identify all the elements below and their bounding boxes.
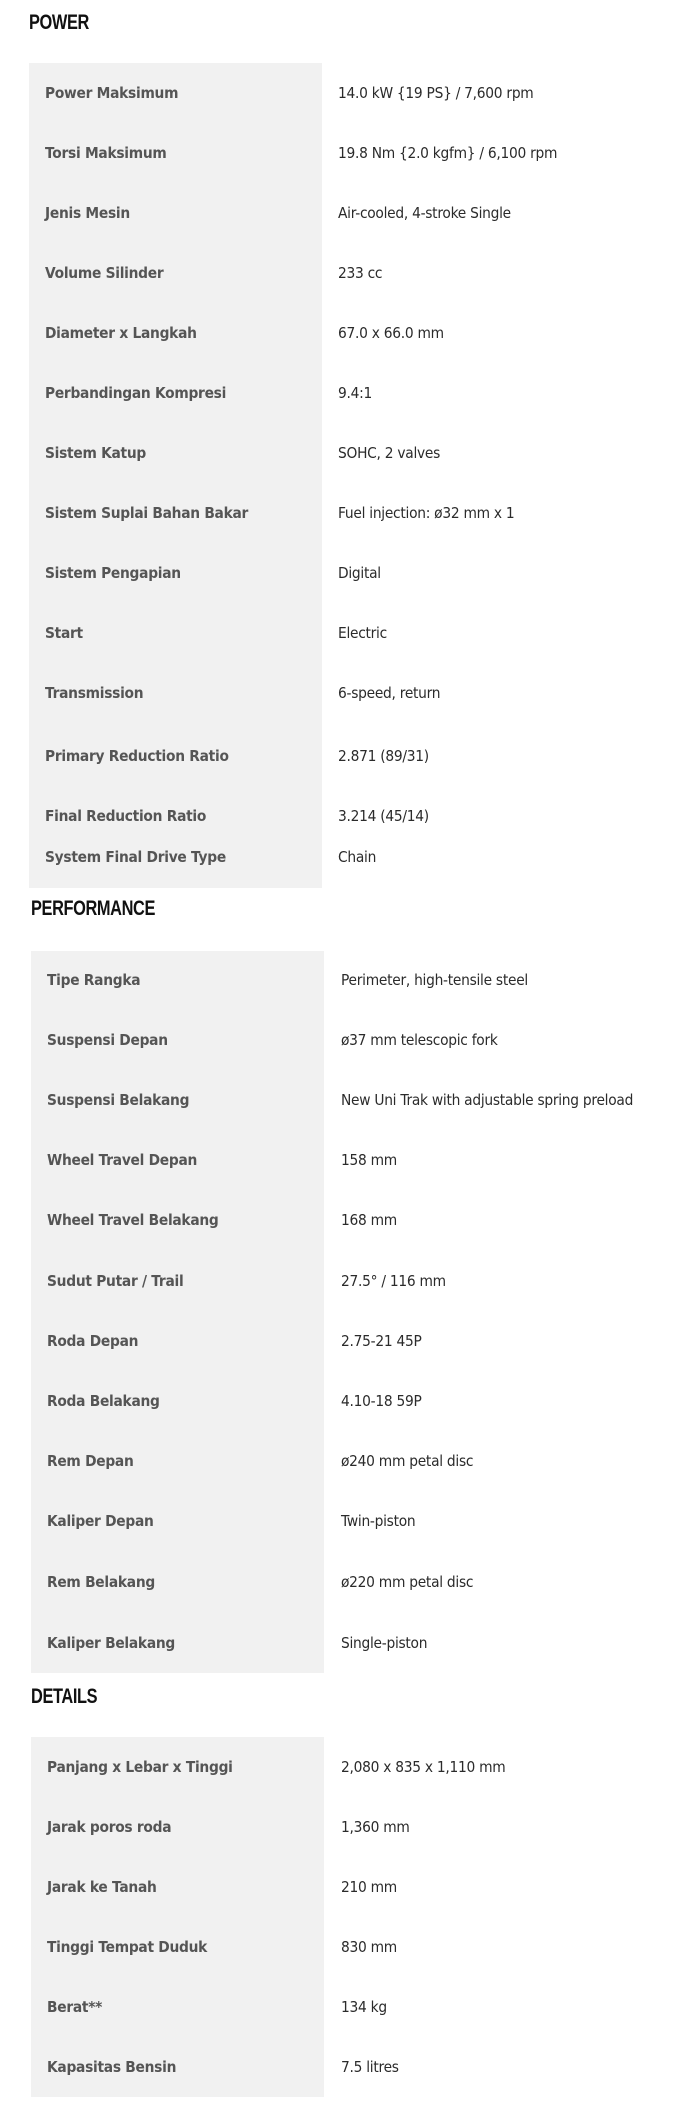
spec-label: Transmission <box>45 684 144 702</box>
spec-label: Kaliper Belakang <box>47 1634 176 1652</box>
spec-value: 2.75-21 45P <box>341 1332 422 1350</box>
table-row <box>0 2058 678 2091</box>
table-row <box>0 1758 678 1791</box>
section-title-details: DETAILS <box>31 1685 98 1708</box>
spec-value: Perimeter, high-tensile steel <box>341 971 528 989</box>
spec-value: Fuel injection: ø32 mm x 1 <box>338 504 515 522</box>
table-row <box>0 384 678 417</box>
table-row <box>0 1151 678 1184</box>
spec-label: Start <box>45 624 83 642</box>
table-row <box>0 1272 678 1305</box>
spec-value: 14.0 kW {19 PS} / 7,600 rpm <box>338 84 534 102</box>
spec-label: Suspensi Belakang <box>47 1091 190 1109</box>
spec-label: Diameter x Langkah <box>45 324 197 342</box>
spec-value: 4.10-18 59P <box>341 1392 422 1410</box>
spec-value: 830 mm <box>341 1938 397 1956</box>
spec-value: 158 mm <box>341 1151 397 1169</box>
spec-value: 2,080 x 835 x 1,110 mm <box>341 1758 506 1776</box>
table-row <box>0 1091 678 1124</box>
spec-value: ø240 mm petal disc <box>341 1452 474 1470</box>
spec-label: Sudut Putar / Trail <box>47 1272 184 1290</box>
details-label-column <box>31 1737 324 2097</box>
table-row <box>0 1031 678 1064</box>
table-row <box>0 1878 678 1911</box>
table-row <box>0 807 678 840</box>
table-row <box>0 1634 678 1667</box>
spec-label: Volume Silinder <box>45 264 164 282</box>
spec-value: SOHC, 2 valves <box>338 444 441 462</box>
spec-label: Berat** <box>47 1998 103 2016</box>
spec-label: Panjang x Lebar x Tinggi <box>47 1758 233 1776</box>
spec-label: Sistem Pengapian <box>45 564 181 582</box>
spec-value: 168 mm <box>341 1211 397 1229</box>
spec-label: Roda Belakang <box>47 1392 160 1410</box>
spec-value: 233 cc <box>338 264 383 282</box>
spec-value: 27.5° / 116 mm <box>341 1272 446 1290</box>
spec-label: Rem Depan <box>47 1452 134 1470</box>
spec-value: 6-speed, return <box>338 684 441 702</box>
table-row <box>0 848 678 881</box>
spec-value: Electric <box>338 624 387 642</box>
spec-label: Tinggi Tempat Duduk <box>47 1938 208 1956</box>
table-row <box>0 1392 678 1425</box>
spec-value: New Uni Trak with adjustable spring preload <box>341 1091 634 1109</box>
spec-value: Twin-piston <box>341 1512 416 1530</box>
spec-value: ø220 mm petal disc <box>341 1573 474 1591</box>
spec-value: Single-piston <box>341 1634 428 1652</box>
table-row <box>0 1998 678 2031</box>
spec-label: Wheel Travel Depan <box>47 1151 198 1169</box>
table-row <box>0 684 678 717</box>
spec-label: Jenis Mesin <box>45 204 130 222</box>
spec-label: Perbandingan Kompresi <box>45 384 227 402</box>
table-row <box>0 1452 678 1485</box>
table-row <box>0 1938 678 1971</box>
spec-label: Jarak poros roda <box>47 1818 172 1836</box>
spec-value: 210 mm <box>341 1878 397 1896</box>
spec-value: 67.0 x 66.0 mm <box>338 324 444 342</box>
spec-label: Primary Reduction Ratio <box>45 747 229 765</box>
spec-label: Final Reduction Ratio <box>45 807 207 825</box>
spec-value: ø37 mm telescopic fork <box>341 1031 498 1049</box>
table-row <box>0 1211 678 1244</box>
spec-label: Kapasitas Bensin <box>47 2058 177 2076</box>
table-row <box>0 144 678 177</box>
spec-label: Suspensi Depan <box>47 1031 168 1049</box>
table-row <box>0 84 678 117</box>
table-row <box>0 564 678 597</box>
spec-value: 7.5 litres <box>341 2058 399 2076</box>
table-row <box>0 1512 678 1545</box>
table-row <box>0 444 678 477</box>
spec-label: Sistem Katup <box>45 444 147 462</box>
table-row <box>0 624 678 657</box>
spec-label: Power Maksimum <box>45 84 179 102</box>
spec-label: Sistem Suplai Bahan Bakar <box>45 504 249 522</box>
spec-label: Tipe Rangka <box>47 971 141 989</box>
section-title-performance: PERFORMANCE <box>31 897 156 920</box>
table-row <box>0 1573 678 1606</box>
table-row <box>0 264 678 297</box>
spec-value: 2.871 (89/31) <box>338 747 429 765</box>
table-row <box>0 747 678 780</box>
table-row <box>0 1332 678 1365</box>
spec-value: 1,360 mm <box>341 1818 410 1836</box>
spec-label: Jarak ke Tanah <box>47 1878 157 1896</box>
spec-label: Kaliper Depan <box>47 1512 154 1530</box>
table-row <box>0 504 678 537</box>
spec-value: Air-cooled, 4-stroke Single <box>338 204 511 222</box>
spec-label: Torsi Maksimum <box>45 144 167 162</box>
table-row <box>0 324 678 357</box>
table-row <box>0 204 678 237</box>
spec-value: Chain <box>338 848 377 866</box>
spec-value: 19.8 Nm {2.0 kgfm} / 6,100 rpm <box>338 144 558 162</box>
spec-label: System Final Drive Type <box>45 848 226 866</box>
spec-value: 3.214 (45/14) <box>338 807 429 825</box>
spec-label: Roda Depan <box>47 1332 139 1350</box>
section-title-power: POWER <box>29 11 89 34</box>
spec-label: Rem Belakang <box>47 1573 155 1591</box>
spec-value: Digital <box>338 564 381 582</box>
spec-value: 134 kg <box>341 1998 387 2016</box>
table-row <box>0 1818 678 1851</box>
spec-value: 9.4:1 <box>338 384 372 402</box>
table-row <box>0 971 678 1004</box>
spec-label: Wheel Travel Belakang <box>47 1211 219 1229</box>
